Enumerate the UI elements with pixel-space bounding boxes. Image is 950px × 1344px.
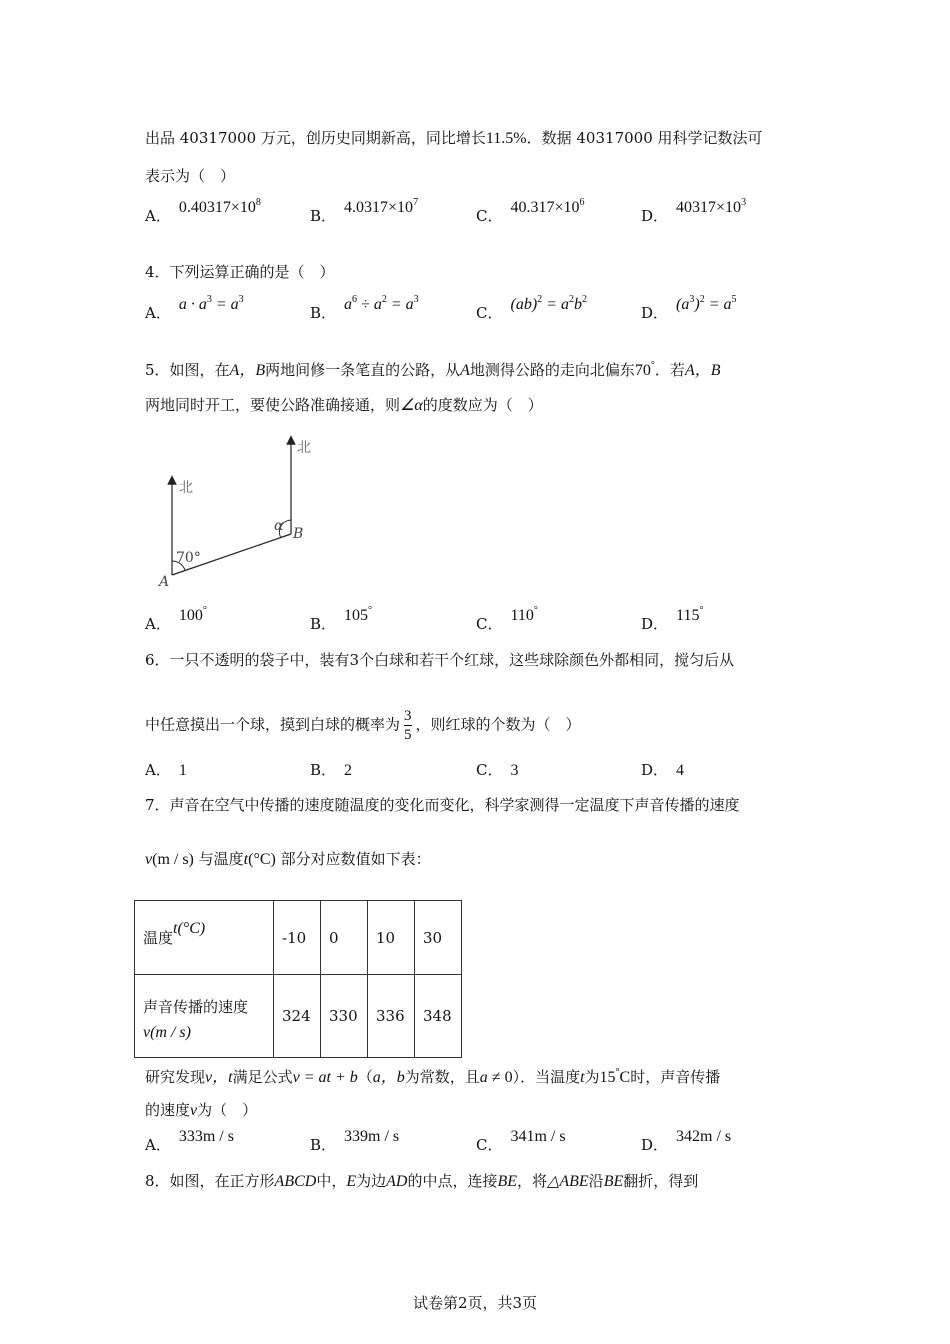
answer-option-c[interactable]: [476, 1128, 566, 1155]
angle-70-label: 70°: [176, 550, 201, 566]
answer-option-d[interactable]: [641, 197, 747, 226]
fraction: [404, 707, 412, 744]
answer-option-b[interactable]: [310, 294, 419, 323]
math-segment: °: [615, 1067, 620, 1078]
option-value: [344, 197, 418, 217]
math-segment: °: [368, 605, 373, 616]
math-segment: (m / s): [152, 851, 194, 868]
answer-option-c[interactable]: [476, 605, 538, 634]
math-segment: 2: [568, 294, 574, 305]
math-segment: ÷ a: [357, 296, 382, 313]
math-segment: A: [460, 362, 470, 379]
math-segment: ≠ 0: [487, 1069, 513, 1086]
math-segment: 341m / s: [510, 1128, 566, 1145]
option-value: [676, 1127, 731, 1146]
math-segment: BE: [603, 1173, 624, 1190]
option-value: [179, 761, 187, 780]
text-segment: 为: [584, 1068, 600, 1086]
table-cell: 0: [321, 901, 368, 975]
text-segment: 翻折，得到: [623, 1172, 699, 1190]
option-value: [676, 294, 736, 314]
table-cell: 10: [368, 901, 415, 975]
text-segment: 部分对应数值如下表：: [275, 850, 431, 868]
math-segment: (°C): [248, 851, 276, 868]
answer-option-d[interactable]: [641, 605, 704, 634]
text-line: [145, 166, 235, 186]
text-line: [145, 650, 734, 670]
page-footer: 试卷第2页，共3页: [412, 1294, 538, 1312]
math-segment: (ab): [510, 296, 538, 313]
math-segment: 3: [206, 294, 212, 305]
text-line: [145, 849, 431, 870]
text-segment: 与温度: [193, 850, 244, 868]
option-label: A．: [145, 761, 171, 779]
text-segment: 为边: [356, 1172, 387, 1190]
option-value: [510, 294, 586, 314]
math-segment: a · a: [178, 296, 207, 313]
math-segment: 3: [238, 294, 244, 305]
math-segment: 11.5%: [485, 130, 527, 147]
row-header-temperature: 温度t(°C): [135, 901, 274, 975]
option-value: [510, 761, 518, 780]
math-segment: = a: [704, 296, 732, 313]
text-segment: ．数据 40317000 用科学记数法可: [526, 129, 763, 147]
math-segment: °: [650, 360, 655, 371]
text-segment: 研究发现: [145, 1068, 206, 1086]
option-label: D．: [641, 1136, 669, 1154]
option-value: [344, 605, 372, 625]
option-value: [344, 761, 352, 780]
math-segment: BE: [497, 1173, 518, 1190]
math-segment: 40.317×10: [510, 199, 580, 216]
math-segment: ABCD: [274, 1173, 317, 1190]
text-segment: 6．一只不透明的袋子中，装有3个白球和若干个红球，这些球除颜色外都相同，搅匀后从: [145, 651, 735, 669]
option-label: C．: [476, 1136, 503, 1154]
answer-option-d[interactable]: [641, 1128, 732, 1155]
text-line: [145, 795, 740, 815]
math-segment: a，b: [372, 1069, 405, 1086]
math-segment: 110: [510, 607, 534, 624]
option-value: [510, 605, 537, 625]
math-segment: t: [243, 851, 249, 868]
option-label: D．: [641, 761, 669, 779]
alpha-label: α: [274, 518, 284, 534]
option-value: [179, 294, 244, 314]
fraction-denominator: 5: [404, 727, 412, 743]
math-segment: (a: [676, 296, 690, 313]
math-segment: 6: [352, 294, 358, 305]
text-line: [145, 707, 581, 744]
option-value: [676, 605, 703, 625]
text-segment: （: [357, 1068, 373, 1086]
text-segment: ，将: [517, 1172, 548, 1190]
text-segment: 出品 40317000 万元，创历史同期新高，同比增长: [145, 129, 486, 147]
math-segment: 7: [413, 197, 419, 208]
option-label: A．: [145, 615, 171, 633]
table-cell: 348: [415, 975, 462, 1058]
answer-option-a[interactable]: [145, 197, 261, 226]
text-segment: 沿: [588, 1172, 604, 1190]
text-line: [145, 1063, 720, 1088]
option-label: A．: [145, 304, 171, 322]
speed-temperature-table: [134, 900, 462, 1058]
north-label-a: 北: [179, 480, 193, 496]
option-value: [179, 605, 207, 625]
math-segment: 8: [255, 197, 261, 208]
answer-option-d[interactable]: [641, 294, 737, 323]
text-segment: 两地同时开工，要使公路准确接通，则: [145, 396, 401, 414]
answer-option-c[interactable]: [476, 759, 518, 780]
point-b-label: B: [293, 526, 304, 542]
math-segment: 2: [344, 762, 353, 779]
math-segment: 15: [599, 1069, 616, 1086]
math-segment: 6: [579, 197, 585, 208]
answer-option-b[interactable]: [310, 197, 419, 226]
math-segment: A，B: [229, 362, 266, 379]
answer-option-a[interactable]: [145, 1128, 234, 1155]
answer-option-b[interactable]: [310, 759, 352, 780]
text-line: [145, 262, 335, 282]
answer-option-a[interactable]: [145, 759, 187, 780]
option-value: [510, 1127, 565, 1146]
text-segment: ）．当温度: [512, 1068, 581, 1086]
math-segment: 3: [510, 762, 519, 779]
table-cell: 330: [321, 975, 368, 1058]
table-cell: 324: [274, 975, 321, 1058]
math-segment: 70: [634, 362, 651, 379]
math-segment: b: [573, 296, 582, 313]
option-label: C．: [476, 761, 503, 779]
math-segment: = a: [542, 296, 569, 313]
point-a-label: A: [159, 574, 170, 590]
text-segment: 地测得公路的走向北偏东: [469, 361, 635, 379]
option-value: [676, 761, 684, 780]
option-label: A．: [145, 207, 171, 225]
option-value: [676, 197, 746, 217]
option-label: C．: [476, 207, 503, 225]
math-segment: C: [619, 1069, 631, 1086]
math-segment: °: [699, 605, 704, 616]
text-line: [145, 356, 721, 381]
math-segment: v，t: [205, 1069, 233, 1086]
text-segment: 表示为（ ）: [145, 167, 236, 185]
option-label: D．: [641, 207, 669, 225]
text-line: [145, 1171, 698, 1192]
answer-option-d[interactable]: [641, 759, 684, 780]
text-segment: 5．如图，在: [145, 361, 230, 379]
text-segment: 的度数应为（ ）: [422, 396, 543, 414]
math-segment: 40317×10: [676, 199, 742, 216]
north-label-b: 北: [297, 440, 311, 456]
math-segment: 2: [581, 294, 587, 305]
math-segment: v: [190, 1102, 198, 1119]
option-value: [510, 197, 584, 217]
option-label: B．: [310, 207, 337, 225]
math-segment: ): [694, 296, 700, 313]
option-label: B．: [310, 1136, 337, 1154]
text-segment: 为常数，且: [404, 1068, 480, 1086]
answer-option-b[interactable]: [310, 1128, 400, 1155]
table-cell: 336: [368, 975, 415, 1058]
math-segment: 115: [676, 607, 700, 624]
option-label: B．: [310, 304, 337, 322]
text-segment: ．若: [654, 361, 685, 379]
math-segment: 3: [741, 197, 747, 208]
math-segment: 333m / s: [178, 1128, 234, 1145]
math-segment: = a: [386, 296, 414, 313]
option-value: [344, 1127, 399, 1146]
text-segment: 中，: [316, 1172, 347, 1190]
math-segment: 5: [731, 294, 737, 305]
math-segment: E: [346, 1173, 357, 1190]
option-value: [344, 294, 419, 314]
math-segment: △ABE: [547, 1173, 589, 1190]
table-cell: -10: [274, 901, 321, 975]
row-header-speed: 声音传播的速度 v(m / s): [135, 975, 274, 1058]
answer-option-b[interactable]: [310, 605, 373, 634]
math-segment: v = at + b: [292, 1069, 358, 1086]
math-segment: a: [479, 1069, 488, 1086]
option-label: D．: [641, 615, 669, 633]
fraction-numerator: 3: [404, 708, 412, 724]
text-segment: 4．下列运算正确的是（ ）: [145, 263, 335, 281]
math-segment: 3: [413, 294, 419, 305]
math-segment: 2: [381, 294, 387, 305]
math-segment: 2: [699, 294, 705, 305]
text-line: [145, 128, 763, 149]
option-label: A．: [145, 1136, 171, 1154]
math-segment: v: [145, 851, 153, 868]
text-segment: 的中点，连接: [407, 1172, 498, 1190]
text-segment: 时，声音传播: [630, 1068, 721, 1086]
math-segment: 342m / s: [676, 1128, 732, 1145]
road-direction-figure: [150, 430, 330, 595]
option-label: B．: [310, 761, 337, 779]
math-segment: a: [344, 296, 353, 313]
table-cell: 30: [415, 901, 462, 975]
math-segment: 3: [689, 294, 695, 305]
text-segment: 的速度: [145, 1101, 191, 1119]
text-segment: 8．如图，在正方形: [145, 1172, 275, 1190]
math-segment: °: [533, 605, 538, 616]
text-segment: 为（ ）: [197, 1101, 258, 1119]
text-segment: 7．声音在空气中传播的速度随温度的变化而变化，科学家测得一定温度下声音传播的速度: [145, 796, 740, 814]
option-label: D．: [641, 304, 669, 322]
option-label: C．: [476, 304, 503, 322]
text-segment: ，则红球的个数为（ ）: [415, 715, 581, 734]
math-segment: t: [580, 1069, 585, 1086]
math-segment: 4: [676, 762, 685, 779]
text-segment: 两地间修一条笔直的公路，从: [265, 361, 461, 379]
math-segment: 2: [537, 294, 543, 305]
math-segment: A，B: [684, 362, 721, 379]
math-segment: AD: [386, 1173, 408, 1190]
option-value: [179, 197, 261, 217]
option-label: B．: [310, 615, 337, 633]
text-segment: 满足公式: [232, 1068, 293, 1086]
answer-option-c[interactable]: [476, 294, 587, 323]
option-label: C．: [476, 615, 503, 633]
math-segment: 339m / s: [344, 1128, 400, 1145]
math-segment: 4.0317×10: [344, 199, 414, 216]
text-line: [145, 395, 543, 416]
answer-option-c[interactable]: [476, 197, 585, 226]
math-segment: 0.40317×10: [178, 199, 256, 216]
math-segment: ∠α: [400, 397, 423, 414]
math-segment: 1: [178, 762, 187, 779]
math-segment: °: [202, 605, 207, 616]
text-segment: 中任意摸出一个球，摸到白球的概率为: [145, 715, 401, 734]
answer-option-a[interactable]: [145, 294, 244, 323]
math-segment: 100: [178, 607, 203, 624]
option-value: [179, 1127, 234, 1146]
text-line: [145, 1100, 257, 1121]
math-segment: = a: [211, 296, 239, 313]
answer-option-a[interactable]: [145, 605, 207, 634]
math-segment: 105: [344, 607, 369, 624]
